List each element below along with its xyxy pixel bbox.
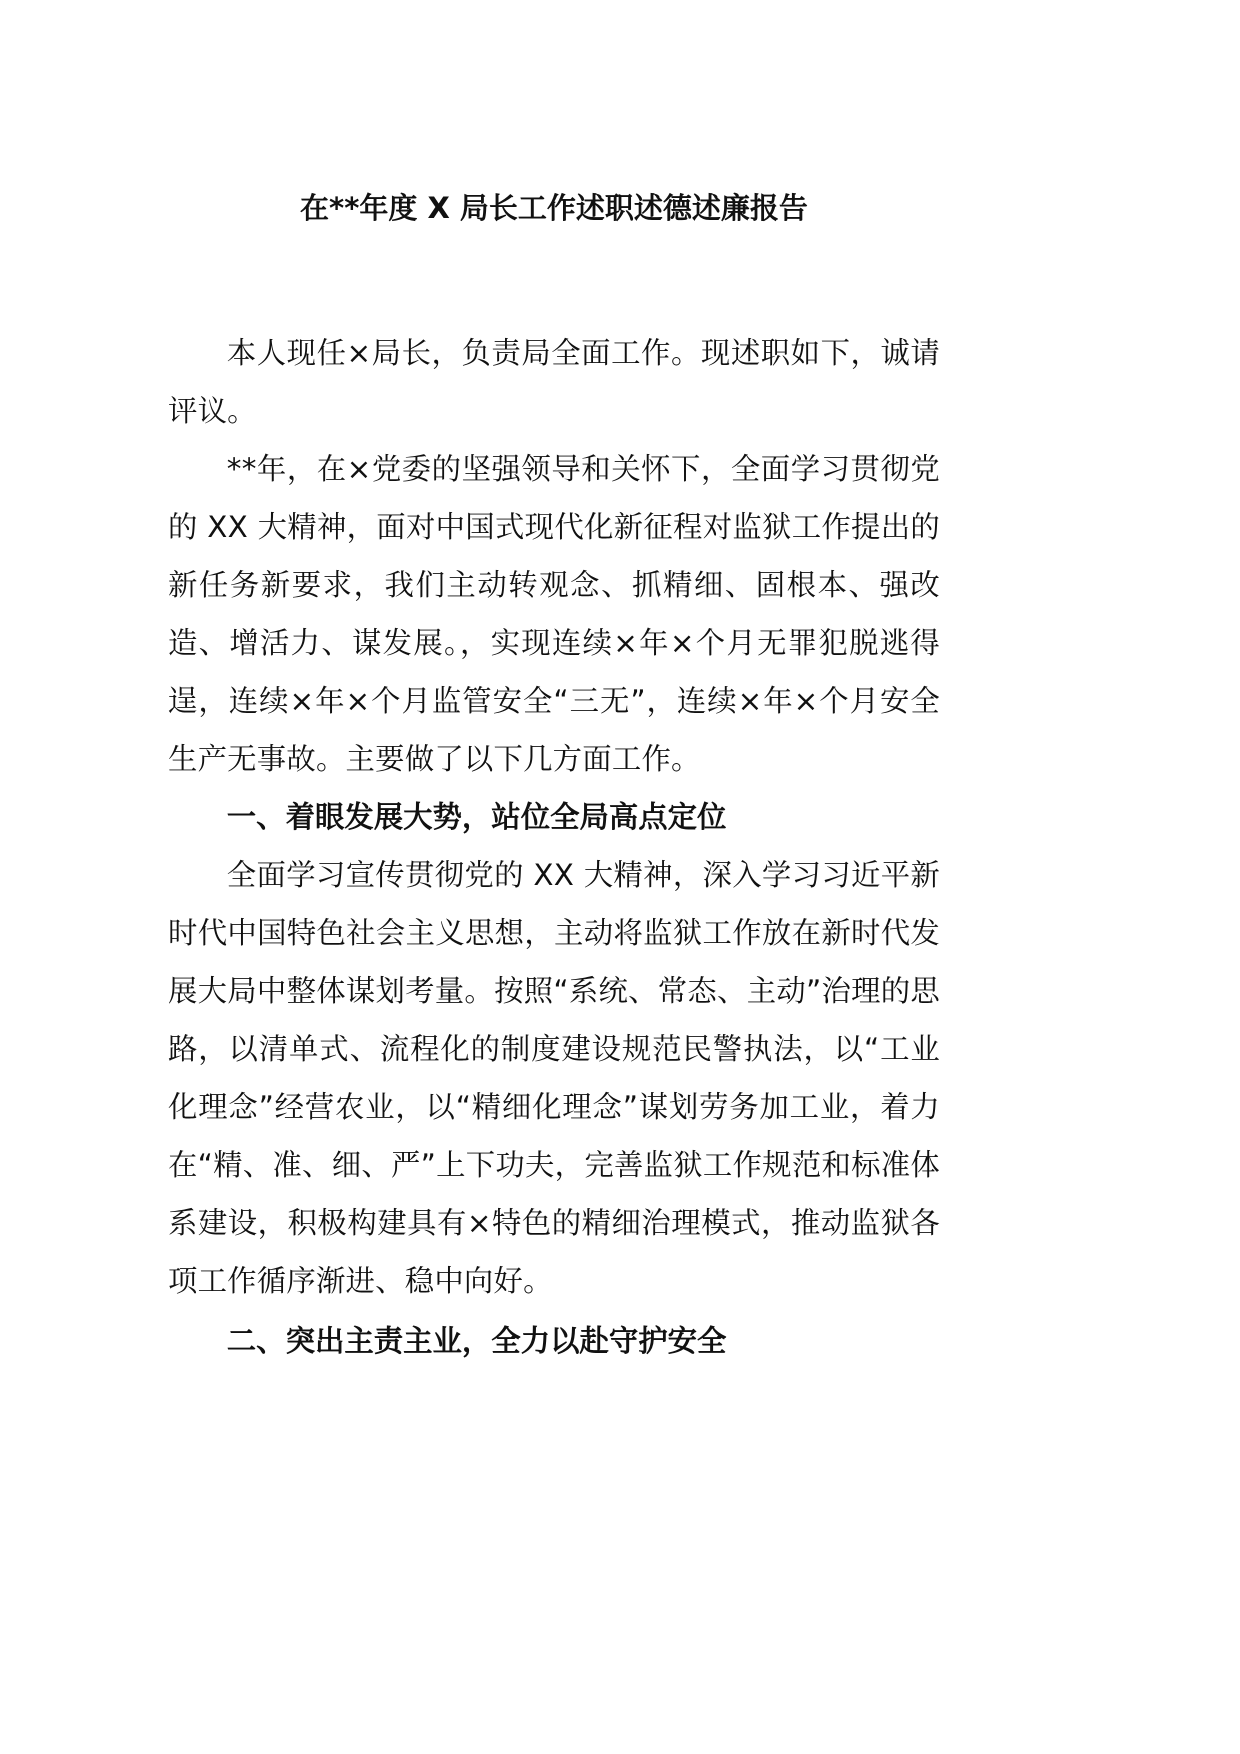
document-title: 在**年度 X 局长工作述职述德述廉报告: [300, 191, 808, 225]
paragraph-intro: 本人现任×局长，负责局全面工作。现述职如下，诚请评议。: [168, 336, 940, 428]
document-body: [168, 324, 940, 1370]
paragraph-summary: **年，在×党委的坚强领导和关怀下，全面学习贯彻党的 XX 大精神，面对中国式现代化新征程对监狱工作提出的新任务新要求，我们主动转观念、抓精细、固根本、强改造、增活力、谋发展。，实现连续×年×个月无罪犯脱逃得逞，连续×年×个月监管安全“三无”，连续×年×个月安全生产无事故。主要做了以下几方面工作。: [168, 452, 940, 776]
section-heading-1: 一、着眼发展大势，站位全局高点定位: [226, 800, 727, 834]
section-heading-2: 二、突出主责主业，全力以赴守护安全: [226, 1324, 727, 1358]
paragraph-section-1: 全面学习宣传贯彻党的 XX 大精神，深入学习习近平新时代中国特色社会主义思想，主动将监狱工作放在新时代发展大局中整体谋划考量。按照“系统、常态、主动”治理的思路，以清单式、流程化的制度建设规范民警执法，以“工业化理念”经营农业，以“精细化理念”谋划劳务加工业，着力在“精、准、细、严”上下功夫，完善监狱工作规范和标准体系建设，积极构建具有×特色的精细治理模式，推动监狱各项工作循序渐进、稳中向好。: [168, 858, 940, 1298]
